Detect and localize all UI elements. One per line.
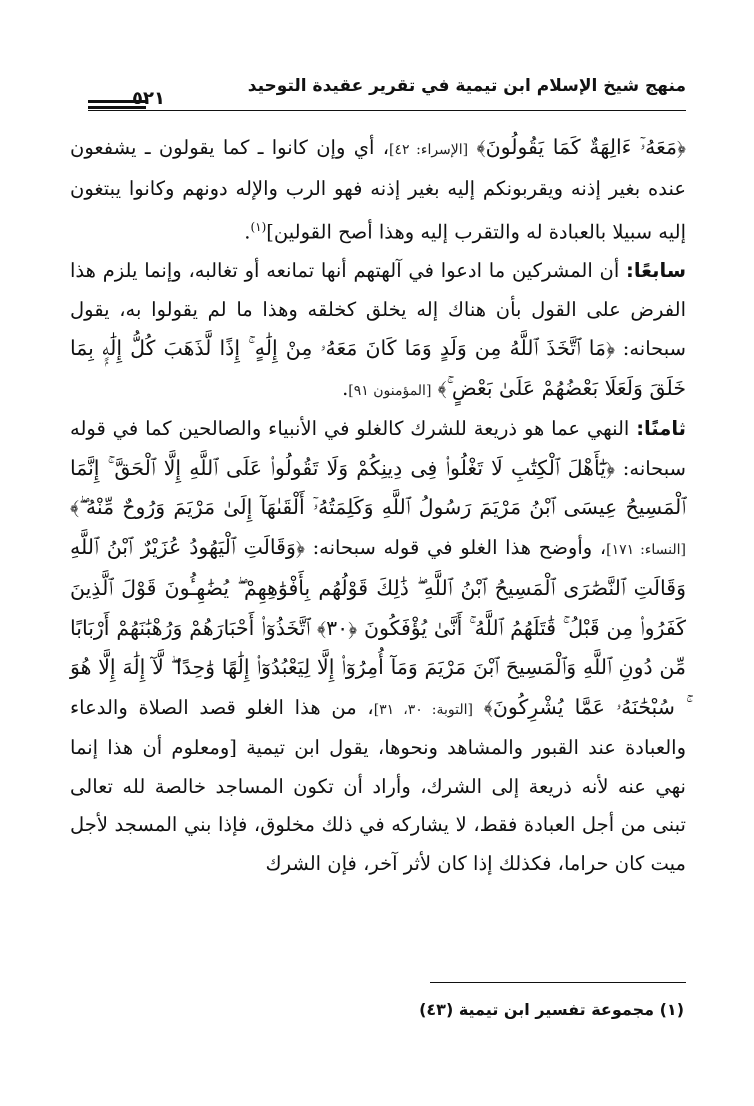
main-text: [70, 128, 686, 883]
paragraph-end: .: [342, 376, 349, 400]
paragraph-1: [70, 128, 686, 252]
quran-verse: ﴿مَعَهُۥٓ ءَالِهَةٌ كَمَا يَقُولُونَ﴾: [476, 135, 687, 159]
page-header: [88, 76, 686, 116]
footnote: (١) مجموعة تفسير ابن تيمية (٤٣): [419, 1000, 684, 1019]
running-title: منهج شيخ الإسلام ابن تيمية في تقرير عقيدة التوحيد: [247, 76, 686, 96]
footnote-reference: (١): [250, 220, 267, 234]
paragraph-text: أن المشركين ما ادعوا في آلهتهم أنها تمانعه أو تغالبه، وإنما يلزم هذا الفرض على القول بأن هناك إله يخلق كخلقه وهذا ما لم يقولوا به، يقول سبحانه:: [70, 259, 686, 360]
paragraph-text: ، من هذا الغلو قصد الصلاة والدعاء والعبادة عند القبور والمشاهد ونحوها، يقول ابن تيمية [ومعلوم أن هذا إنما نهي عنه لأنه ذريعة إلى الشرك، وأراد أن تكون المساجد خالصة لله تعالى تبنى من أجل العبادة فقط، لا يشاركه في ذلك مخلوق، فإذا بني المسجد لأجل ميت كان حراما، فكذلك إذا كان لأثر آخر، فإن الشرك: [70, 695, 686, 875]
quran-verse: ﴿مَا ٱتَّخَذَ ٱللَّهُ مِن وَلَدٍ وَمَا كَانَ مَعَهُۥ مِنْ إِلَٰهٍ ۚ إِذًا لَّذَهَبَ كُلُّ إِلَٰهٍۭ بِمَا خَلَقَ وَلَعَلَا بَعْضُهُمْ عَلَىٰ بَعْضٍ ۚ﴾: [70, 336, 686, 400]
header-rule: [88, 110, 686, 111]
quran-verse: ﴿وَقَالَتِ ٱلْيَهُودُ عُزَيْرٌ ٱبْنُ ٱللَّهِ وَقَالَتِ ٱلنَّصَٰرَى ٱلْمَسِيحُ ٱبْنُ ٱللَّهِ ۖ ذَٰلِكَ قَوْلُهُم بِأَفْوَٰهِهِمْ ۖ يُضَٰهِـُٔونَ قَوْلَ ٱلَّذِينَ كَفَرُوا۟ مِن قَبْلُ ۚ قَٰتَلَهُمُ ٱللَّهُ ۚ أَنَّىٰ يُؤْفَكُونَ ﴿٣٠﴾ ٱتَّخَذُوٓا۟ أَحْبَارَهُمْ وَرُهْبَٰنَهُمْ أَرْبَابًا مِّن دُونِ ٱللَّهِ وَٱلْمَسِيحَ ٱبْنَ مَرْيَمَ وَمَآ أُمِرُوٓا۟ إِلَّا لِيَعْبُدُوٓا۟ إِلَٰهًا وَٰحِدًا ۖ لَّآ إِلَٰهَ إِلَّا هُوَ ۚ سُبْحَٰنَهُۥ عَمَّا يُشْرِكُونَ﴾: [70, 534, 686, 719]
page-number-rule-upper: [88, 100, 146, 103]
point-heading: سابعًا:: [626, 259, 686, 282]
paragraph-3: [70, 410, 686, 883]
paragraph-text: ، أي وإن كانوا ـ كما يقولون ـ يشفعون عنده بغير إذنه ويقربونكم إليه بغير إذنه فهو الرب والإله دونهم وكانوا يبتغون إليه سبيلا بالعبادة له والتقرب إليه وهذا أصح القولين]: [70, 136, 686, 244]
page-number-rule-lower: [88, 106, 146, 109]
verse-citation: [التوبة: ٣٠، ٣١]: [373, 701, 473, 718]
paragraph-text: ، وأوضح هذا الغلو في قوله سبحانه:: [304, 535, 607, 559]
paragraph-text: النهي عما هو ذريعة للشرك كالغلو في الأنبياء والصالحين كما في قوله سبحانه:: [70, 417, 686, 480]
page-number: ٥٢١: [132, 88, 165, 109]
verse-citation: [النساء: ١٧١]: [606, 541, 686, 558]
quran-verse: ﴿يَٰٓأَهْلَ ٱلْكِتَٰبِ لَا تَغْلُوا۟ فِى دِينِكُمْ وَلَا تَقُولُوا۟ عَلَى ٱللَّهِ إِلَّا ٱلْحَقَّ ۚ إِنَّمَا ٱلْمَسِيحُ عِيسَى ٱبْنُ مَرْيَمَ رَسُولُ ٱللَّهِ وَكَلِمَتُهُۥٓ أَلْقَىٰهَآ إِلَىٰ مَرْيَمَ وَرُوحٌ مِّنْهُ ۖ﴾: [70, 455, 686, 519]
point-heading: ثامنًا:: [636, 417, 686, 440]
paragraph-2: [70, 252, 686, 410]
footnote-rule: [430, 982, 686, 983]
verse-citation: [المؤمنون ٩١]: [348, 382, 432, 399]
verse-citation: [الإسراء: ٤٢]: [389, 142, 469, 158]
paragraph-end: .: [244, 220, 251, 244]
